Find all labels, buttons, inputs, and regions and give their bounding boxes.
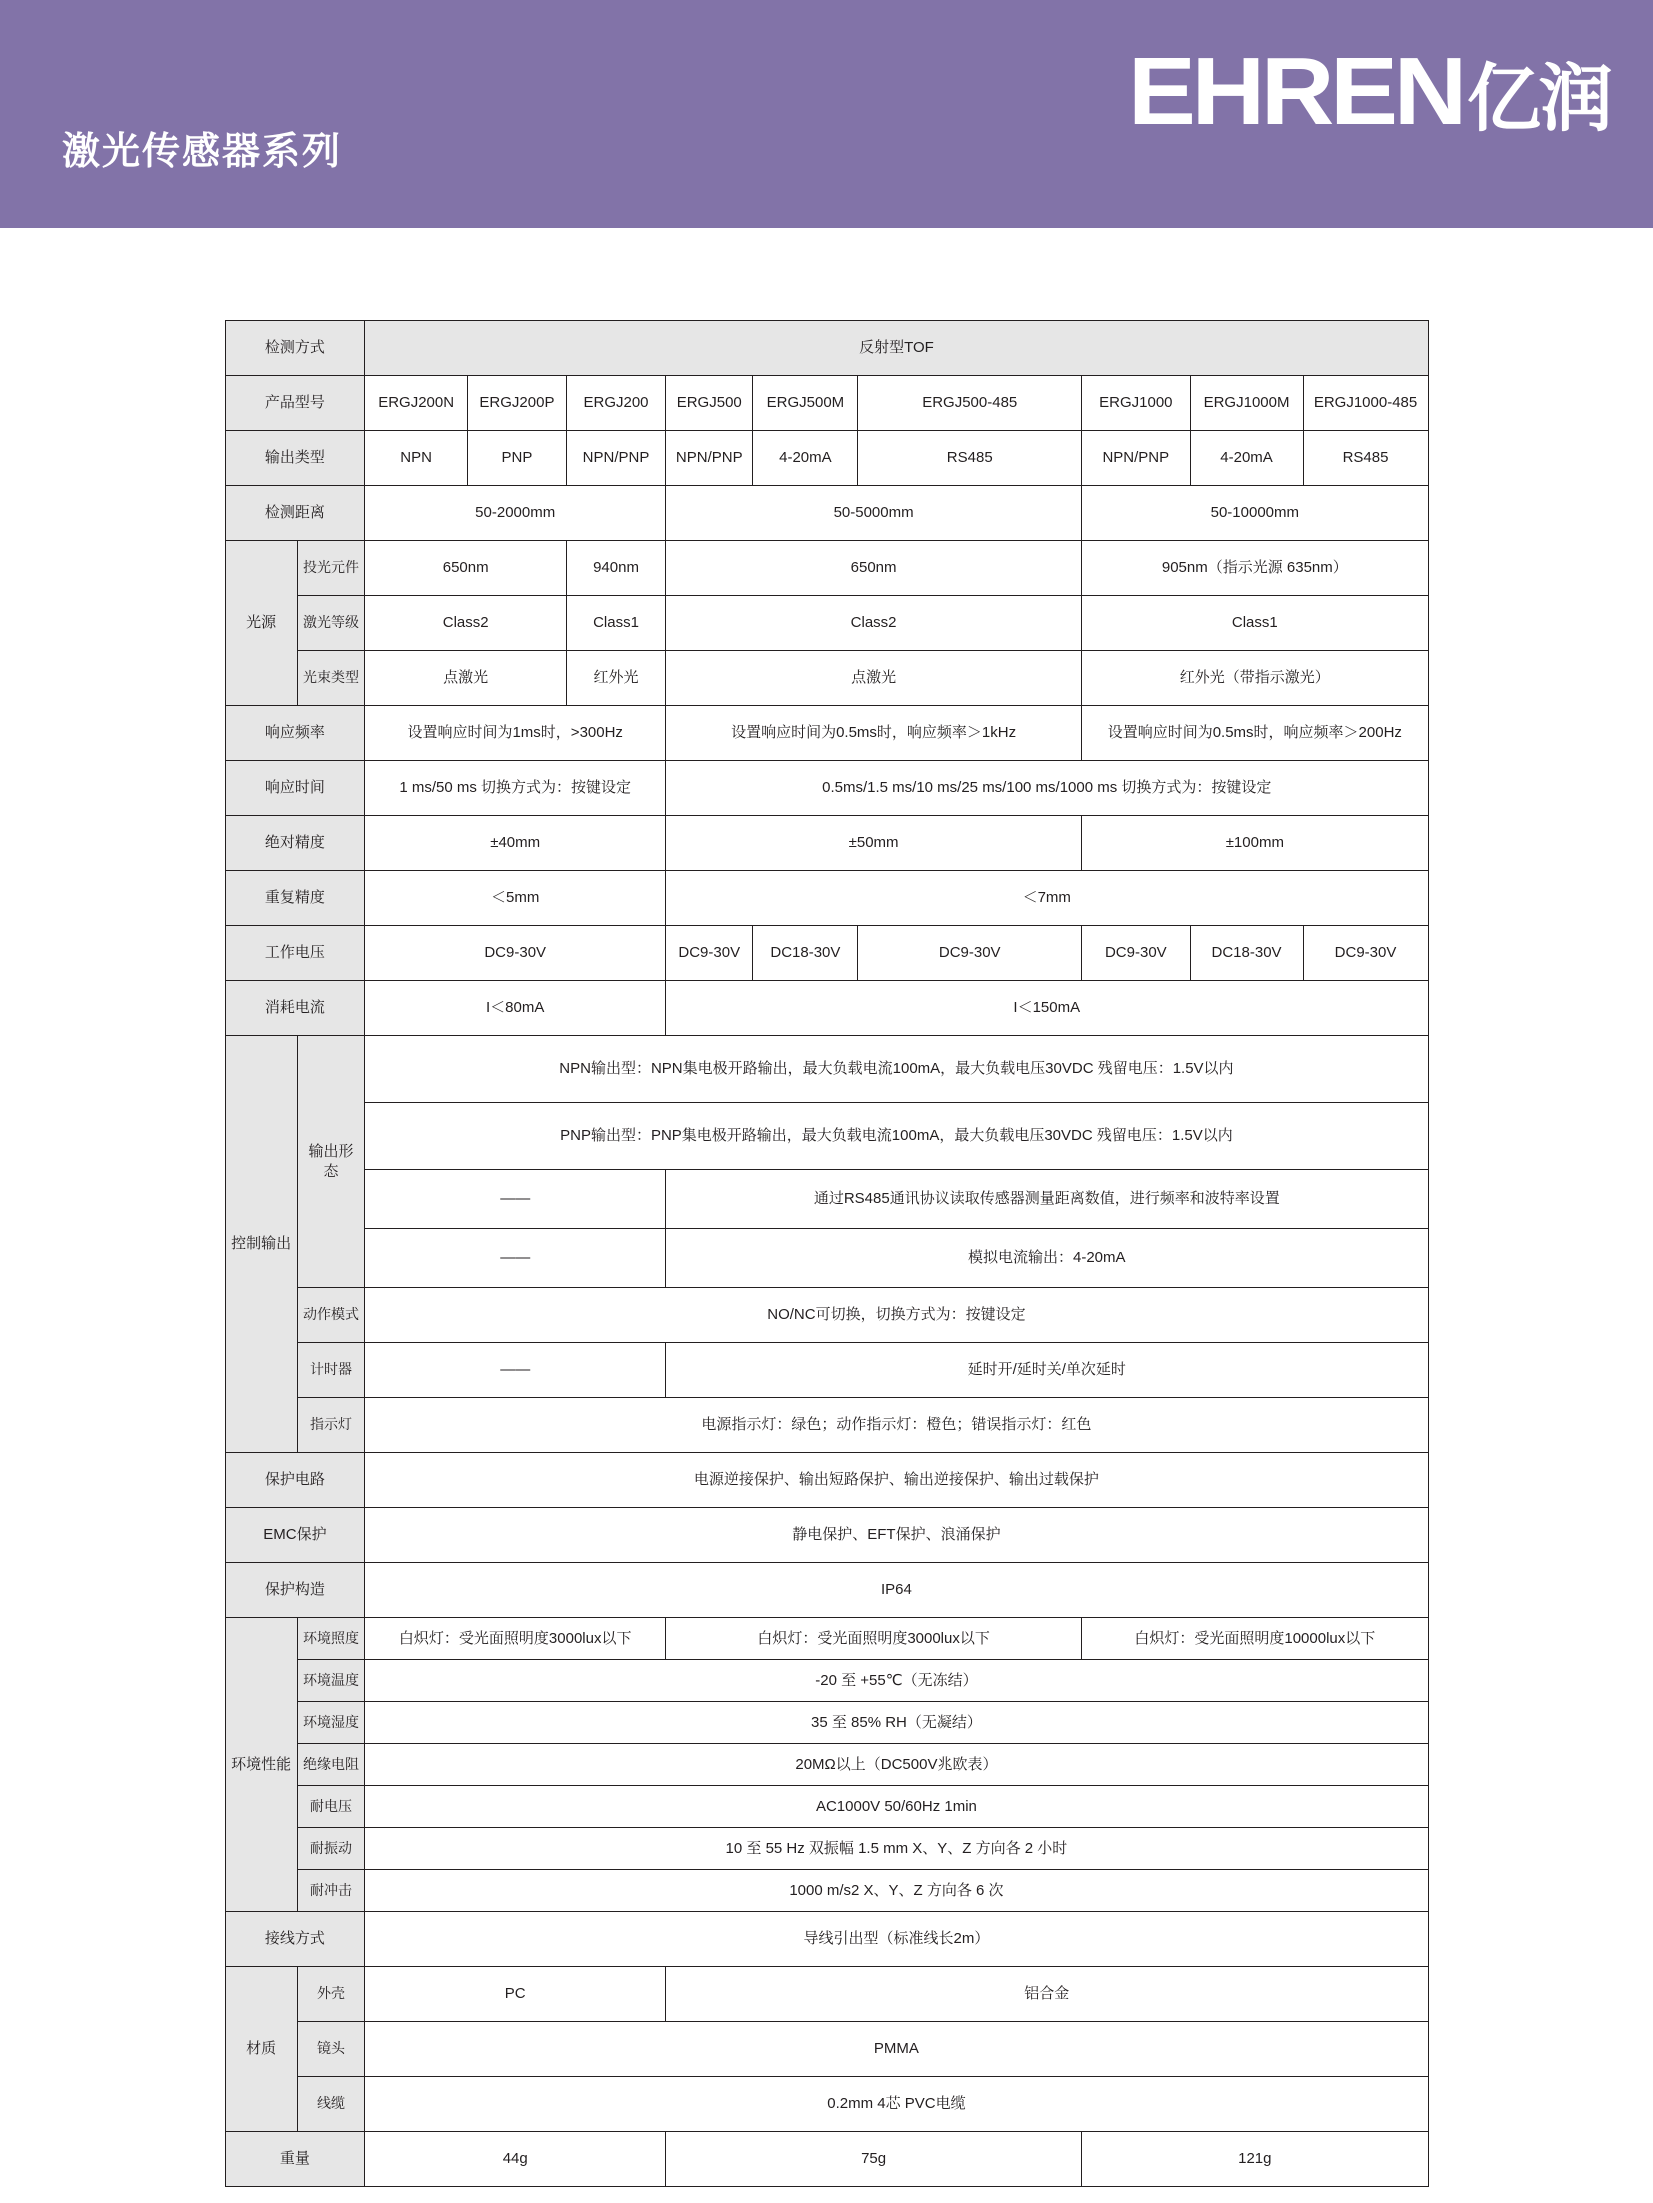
- page-title: 激光传感器系列: [62, 131, 343, 173]
- cell-ambient-temperature: -20 至 +55℃（无冻结）: [365, 1660, 1428, 1702]
- page-header-banner: [0, 0, 1653, 228]
- cell-model-8: ERGJ1000-485: [1303, 376, 1428, 431]
- cell-ambient-humidity: 35 至 85% RH（无凝结）: [365, 1702, 1428, 1744]
- cell-working-voltage-6: DC9-30V: [1303, 926, 1428, 981]
- cell-working-voltage-2: DC18-30V: [753, 926, 858, 981]
- cell-output-form-analog-dash: ——: [365, 1229, 666, 1288]
- table-row-emc-protection: [225, 1508, 1428, 1563]
- cell-model-0: ERGJ200N: [365, 376, 468, 431]
- cell-timer-dash: ——: [365, 1343, 666, 1398]
- cell-output-type-8: RS485: [1303, 431, 1428, 486]
- cell-wiring-method: 导线引出型（标准线长2m）: [365, 1912, 1428, 1967]
- row-label-housing: 外壳: [297, 1967, 365, 2022]
- cell-model-7: ERGJ1000M: [1190, 376, 1303, 431]
- cell-output-form-rs485: 通过RS485通讯协议读取传感器测量距离数值，进行频率和波特率设置: [666, 1170, 1428, 1229]
- row-label-detection-distance: 检测距离: [225, 486, 365, 541]
- table-row-weight: [225, 2132, 1428, 2187]
- table-row-emitter: [225, 541, 1428, 596]
- row-label-lens: 镜头: [297, 2022, 365, 2077]
- cell-working-voltage-0: DC9-30V: [365, 926, 666, 981]
- table-row-timer: [225, 1343, 1428, 1398]
- cell-protection-structure: IP64: [365, 1563, 1428, 1618]
- cell-output-type-3: NPN/PNP: [666, 431, 753, 486]
- cell-repeat-accuracy-1: ＜7mm: [666, 871, 1428, 926]
- table-row-wiring-method: [225, 1912, 1428, 1967]
- table-row-indicator: [225, 1398, 1428, 1453]
- cell-beam-type-0: 点激光: [365, 651, 567, 706]
- cell-lens: PMMA: [365, 2022, 1428, 2077]
- row-group-label-material: 材质: [225, 1967, 297, 2132]
- cell-working-voltage-5: DC18-30V: [1190, 926, 1303, 981]
- cell-detection-method-value: 反射型TOF: [365, 321, 1428, 376]
- row-label-protection-structure: 保护构造: [225, 1563, 365, 1618]
- cell-ambient-illuminance-2: 白炽灯：受光面照明度10000lux以下: [1082, 1618, 1428, 1660]
- cell-output-form-analog: 模拟电流输出：4-20mA: [666, 1229, 1428, 1288]
- row-label-working-voltage: 工作电压: [225, 926, 365, 981]
- cell-response-frequency-0: 设置响应时间为1ms时，>300Hz: [365, 706, 666, 761]
- cell-current-consumption-1: I＜150mA: [666, 981, 1428, 1036]
- cell-vibration-resistance: 10 至 55 Hz 双振幅 1.5 mm X、Y、Z 方向各 2 小时: [365, 1828, 1428, 1870]
- cell-output-type-7: 4-20mA: [1190, 431, 1303, 486]
- table-row-protection-circuit: [225, 1453, 1428, 1508]
- cell-response-time-1: 0.5ms/1.5 ms/10 ms/25 ms/100 ms/1000 ms 切换方式为：按键设定: [666, 761, 1428, 816]
- row-label-ambient-temperature: 环境温度: [297, 1660, 365, 1702]
- cell-absolute-accuracy-1: ±50mm: [666, 816, 1082, 871]
- row-label-emitter: 投光元件: [297, 541, 365, 596]
- cell-model-6: ERGJ1000: [1082, 376, 1190, 431]
- cell-working-voltage-3: DC9-30V: [858, 926, 1082, 981]
- cell-emitter-0: 650nm: [365, 541, 567, 596]
- table-row-beam-type: [225, 651, 1428, 706]
- row-label-indicator: 指示灯: [297, 1398, 365, 1453]
- row-label-ambient-humidity: 环境湿度: [297, 1702, 365, 1744]
- cell-emitter-1: 940nm: [566, 541, 665, 596]
- cell-output-form-pnp: PNP输出型：PNP集电极开路输出，最大负载电流100mA，最大负载电压30VDC 残留电压：1.5V以内: [365, 1103, 1428, 1170]
- row-label-beam-type: 光束类型: [297, 651, 365, 706]
- cell-timer-value: 延时开/延时关/单次延时: [666, 1343, 1428, 1398]
- table-row-withstand-voltage: [225, 1786, 1428, 1828]
- cell-action-mode: NO/NC可切换，切换方式为：按键设定: [365, 1288, 1428, 1343]
- table-row-working-voltage: [225, 926, 1428, 981]
- cell-weight-1: 75g: [666, 2132, 1082, 2187]
- spec-sheet: [0, 228, 1653, 2187]
- brand-logo-chinese: 亿润: [1467, 57, 1611, 141]
- cell-model-1: ERGJ200P: [467, 376, 566, 431]
- cell-protection-circuit: 电源逆接保护、输出短路保护、输出逆接保护、输出过载保护: [365, 1453, 1428, 1508]
- cell-model-2: ERGJ200: [566, 376, 665, 431]
- table-row-product-model: [225, 376, 1428, 431]
- specification-table: [225, 320, 1429, 2187]
- cell-model-4: ERGJ500M: [753, 376, 858, 431]
- row-label-timer: 计时器: [297, 1343, 365, 1398]
- cell-laser-class-1: Class1: [566, 596, 665, 651]
- row-label-weight: 重量: [225, 2132, 365, 2187]
- row-label-shock-resistance: 耐冲击: [297, 1870, 365, 1912]
- cell-insulation-resistance: 20MΩ以上（DC500V兆欧表）: [365, 1744, 1428, 1786]
- cell-output-type-6: NPN/PNP: [1082, 431, 1190, 486]
- row-group-label-light-source: 光源: [225, 541, 297, 706]
- cell-weight-0: 44g: [365, 2132, 666, 2187]
- cell-model-3: ERGJ500: [666, 376, 753, 431]
- row-label-wiring-method: 接线方式: [225, 1912, 365, 1967]
- table-row-detection-method: [225, 321, 1428, 376]
- table-row-output-type: [225, 431, 1428, 486]
- table-row-lens: [225, 2022, 1428, 2077]
- row-label-response-frequency: 响应频率: [225, 706, 365, 761]
- cell-output-form-npn: NPN输出型：NPN集电极开路输出，最大负载电流100mA，最大负载电压30VDC 残留电压：1.5V以内: [365, 1036, 1428, 1103]
- cell-output-type-1: PNP: [467, 431, 566, 486]
- row-group-label-environment-performance: 环境性能: [225, 1618, 297, 1912]
- cell-beam-type-2: 点激光: [666, 651, 1082, 706]
- table-row-absolute-accuracy: [225, 816, 1428, 871]
- table-row-output-form-analog: [225, 1229, 1428, 1288]
- cell-housing-0: PC: [365, 1967, 666, 2022]
- cell-repeat-accuracy-0: ＜5mm: [365, 871, 666, 926]
- row-label-insulation-resistance: 绝缘电阻: [297, 1744, 365, 1786]
- table-row-output-form-rs485: [225, 1170, 1428, 1229]
- cell-output-type-5: RS485: [858, 431, 1082, 486]
- cell-output-type-2: NPN/PNP: [566, 431, 665, 486]
- brand-logo-latin: EHREN: [1127, 38, 1463, 145]
- cell-response-frequency-1: 设置响应时间为0.5ms时，响应频率＞1kHz: [666, 706, 1082, 761]
- cell-withstand-voltage: AC1000V 50/60Hz 1min: [365, 1786, 1428, 1828]
- row-label-action-mode: 动作模式: [297, 1288, 365, 1343]
- cell-detection-distance-0: 50-2000mm: [365, 486, 666, 541]
- row-group-label-output-form: 输出形态: [297, 1036, 365, 1288]
- table-row-ambient-temperature: [225, 1660, 1428, 1702]
- row-label-withstand-voltage: 耐电压: [297, 1786, 365, 1828]
- row-label-vibration-resistance: 耐振动: [297, 1828, 365, 1870]
- table-row-laser-class: [225, 596, 1428, 651]
- cell-beam-type-1: 红外光: [566, 651, 665, 706]
- cell-ambient-illuminance-0: 白炽灯：受光面照明度3000lux以下: [365, 1618, 666, 1660]
- row-label-ambient-illuminance: 环境照度: [297, 1618, 365, 1660]
- table-row-insulation-resistance: [225, 1744, 1428, 1786]
- cell-output-type-4: 4-20mA: [753, 431, 858, 486]
- row-label-product-model: 产品型号: [225, 376, 365, 431]
- cell-model-5: ERGJ500-485: [858, 376, 1082, 431]
- row-label-detection-method: 检测方式: [225, 321, 365, 376]
- cell-emitter-2: 650nm: [666, 541, 1082, 596]
- row-label-repeat-accuracy: 重复精度: [225, 871, 365, 926]
- table-row-housing: [225, 1967, 1428, 2022]
- row-label-response-time: 响应时间: [225, 761, 365, 816]
- cell-indicator: 电源指示灯：绿色；动作指示灯：橙色；错误指示灯：红色: [365, 1398, 1428, 1453]
- cell-beam-type-3: 红外光（带指示激光）: [1082, 651, 1428, 706]
- cell-laser-class-2: Class2: [666, 596, 1082, 651]
- row-label-absolute-accuracy: 绝对精度: [225, 816, 365, 871]
- cell-ambient-illuminance-1: 白炽灯：受光面照明度3000lux以下: [666, 1618, 1082, 1660]
- cell-output-type-0: NPN: [365, 431, 468, 486]
- table-row-ambient-illuminance: [225, 1618, 1428, 1660]
- table-row-response-time: [225, 761, 1428, 816]
- table-row-response-frequency: [225, 706, 1428, 761]
- cell-working-voltage-4: DC9-30V: [1082, 926, 1190, 981]
- table-row-shock-resistance: [225, 1870, 1428, 1912]
- row-label-output-type: 输出类型: [225, 431, 365, 486]
- cell-detection-distance-1: 50-5000mm: [666, 486, 1082, 541]
- row-label-cable: 线缆: [297, 2077, 365, 2132]
- cell-response-time-0: 1 ms/50 ms 切换方式为：按键设定: [365, 761, 666, 816]
- cell-weight-2: 121g: [1082, 2132, 1428, 2187]
- table-row-ambient-humidity: [225, 1702, 1428, 1744]
- table-row-action-mode: [225, 1288, 1428, 1343]
- cell-absolute-accuracy-2: ±100mm: [1082, 816, 1428, 871]
- row-group-label-control-output: 控制输出: [225, 1036, 297, 1453]
- row-label-protection-circuit: 保护电路: [225, 1453, 365, 1508]
- cell-housing-1: 铝合金: [666, 1967, 1428, 2022]
- table-row-output-form-npn: [225, 1036, 1428, 1103]
- cell-laser-class-3: Class1: [1082, 596, 1428, 651]
- cell-response-frequency-2: 设置响应时间为0.5ms时，响应频率＞200Hz: [1082, 706, 1428, 761]
- cell-cable: 0.2mm 4芯 PVC电缆: [365, 2077, 1428, 2132]
- table-row-detection-distance: [225, 486, 1428, 541]
- table-row-cable: [225, 2077, 1428, 2132]
- table-row-output-form-pnp: [225, 1103, 1428, 1170]
- cell-absolute-accuracy-0: ±40mm: [365, 816, 666, 871]
- cell-shock-resistance: 1000 m/s2 X、Y、Z 方向各 6 次: [365, 1870, 1428, 1912]
- cell-detection-distance-2: 50-10000mm: [1082, 486, 1428, 541]
- table-row-vibration-resistance: [225, 1828, 1428, 1870]
- table-row-repeat-accuracy: [225, 871, 1428, 926]
- cell-laser-class-0: Class2: [365, 596, 567, 651]
- row-label-laser-class: 激光等级: [297, 596, 365, 651]
- brand-logo: [1127, 38, 1611, 145]
- table-row-current-consumption: [225, 981, 1428, 1036]
- cell-working-voltage-1: DC9-30V: [666, 926, 753, 981]
- row-label-current-consumption: 消耗电流: [225, 981, 365, 1036]
- cell-current-consumption-0: I＜80mA: [365, 981, 666, 1036]
- cell-emc-protection: 静电保护、EFT保护、浪涌保护: [365, 1508, 1428, 1563]
- cell-output-form-rs485-dash: ——: [365, 1170, 666, 1229]
- row-label-emc-protection: EMC保护: [225, 1508, 365, 1563]
- table-row-protection-structure: [225, 1563, 1428, 1618]
- cell-emitter-3: 905nm（指示光源 635nm）: [1082, 541, 1428, 596]
